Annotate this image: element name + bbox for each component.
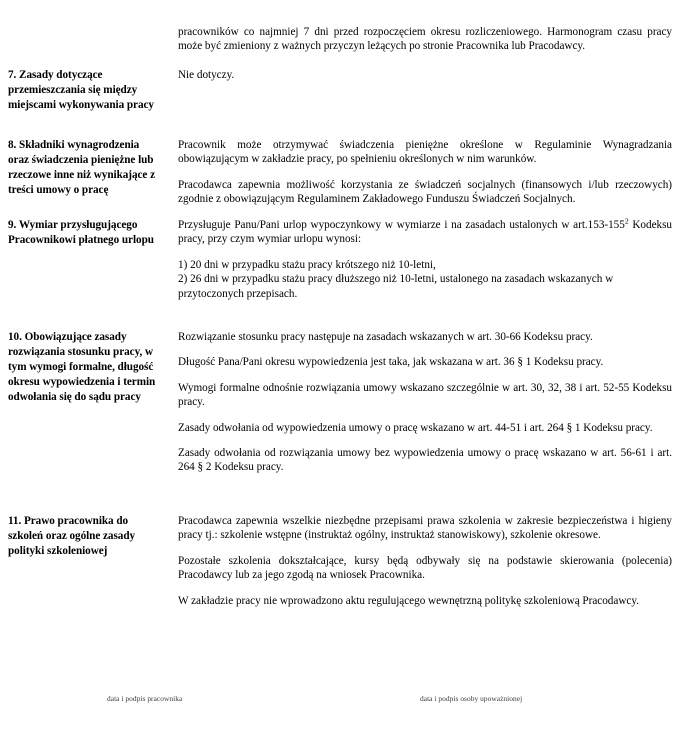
section-body-10: [178, 330, 672, 475]
paragraph-text: Wymogi formalne odnośnie rozwiązania umowy wskazano szczególnie w art. 30, 32, 38 i art. 52-55 Kodeksu pracy.: [178, 381, 672, 409]
top-continuation-paragraph: [178, 25, 672, 54]
leave-entitlement-list: [178, 258, 672, 301]
paragraph-text: Zasady odwołania od wypowiedzenia umowy o pracę wskazano w art. 44-51 i art. 264 § 1 Kodeksu pracy.: [178, 421, 653, 434]
signature-caption-employee: data i podpis pracownika: [107, 694, 183, 703]
section-heading-11: [8, 514, 170, 559]
section-body-11: [178, 514, 672, 608]
paragraph-text: Pozostałe szkolenia dokształcające, kursy będą odbywały się na podstawie skierowania (polecenia) Pracodawcy lub za jego zgodą na wniosek Pracownika.: [178, 554, 672, 582]
section-heading-10: [8, 330, 170, 405]
heading-line: 8. Składniki wynagrodzenia: [8, 139, 140, 151]
section-body-9: [178, 218, 672, 312]
paragraph-text: Pracownik może otrzymywać świadczenia pieniężne określone w Regulaminie Wynagradzania obowiązującym w zakładzie pracy, po spełnieniu określonych w nim warunków.: [178, 139, 672, 166]
heading-line: treści umowy o pracę: [8, 184, 109, 197]
heading-line: Pracownikowi płatnego urlopu: [8, 234, 154, 247]
section-body-8: [178, 138, 672, 207]
section-body-7: [178, 68, 672, 82]
heading-line: 10. Obowiązujące zasady: [8, 331, 127, 343]
article-superscript: 2: [624, 216, 629, 226]
heading-line: 9. Wymiar przysługującego: [8, 219, 138, 231]
list-item: 1) 20 dni w przypadku stażu pracy krótszego niż 10-letni,: [178, 258, 436, 271]
paragraph-text: [178, 218, 672, 247]
paragraph-text: Pracodawca zapewnia możliwość korzystania ze świadczeń socjalnych (finansowych i/lub rzeczowych) zgodnie z obowiązującym Regulaminem Zakładowego Funduszu Świadczeń Socjalnych.: [178, 178, 672, 206]
heading-line: miejscami wykonywania pracy: [8, 99, 154, 112]
section-heading-8: [8, 138, 170, 198]
paragraph-text: W zakładzie pracy nie wprowadzono aktu regulującego wewnętrzną politykę szkoleniową Pracodawcy.: [178, 594, 639, 607]
heading-line: szkoleń oraz ogólne zasady: [8, 530, 136, 543]
heading-line: przemieszczania się między: [8, 84, 138, 97]
list-item: 2) 26 dni w przypadku stażu pracy dłuższego niż 10-letni, ustalonego na zasadach wskazanych w przytoczonych przepisach.: [178, 273, 614, 300]
paragraph-text: pracowników co najmniej 7 dni przed rozpoczęciem okresu rozliczeniowego. Harmonogram czasu pracy może być zmieniony z ważnych przyczyn leżących po stronie Pracownika lub Pracodawcy.: [178, 26, 672, 53]
heading-line: tym wymogi formalne, długość: [8, 361, 154, 374]
intro-prefix: Przysługuje Panu/Pani urlop wypoczynkowy w wymiarze i na zasadach ustalonych w art.153-155: [178, 219, 625, 231]
paragraph-text: Nie dotyczy.: [178, 69, 235, 81]
heading-line: 11. Prawo pracownika do: [8, 515, 129, 527]
heading-line: rzeczowe inne niż wynikające z: [8, 169, 156, 182]
paragraph-text: Długość Pana/Pani okresu wypowiedzenia jest taka, jak wskazana w art. 36 § 1 Kodeksu pracy.: [178, 356, 604, 369]
heading-line: okresu wypowiedzenia i termin: [8, 376, 156, 389]
heading-line: 7. Zasady dotyczące: [8, 69, 103, 81]
paragraph-text: Rozwiązanie stosunku pracy następuje na zasadach wskazanych w art. 30-66 Kodeksu pracy.: [178, 331, 593, 343]
heading-line: odwołania się do sądu pracy: [8, 391, 141, 404]
section-heading-7: [8, 68, 170, 113]
section-heading-9: [8, 218, 170, 248]
paragraph-text: Pracodawca zapewnia wszelkie niezbędne przepisami prawa szkolenia w zakresie bezpieczeństwa i higieny pracy tj.: szkolenie wstępne (instruktaż ogólny, instruktaż stanowiskowy), szkolenie okresowe.: [178, 515, 672, 542]
intro-suffix: Kodeksu pracy, przy czym wymiar urlopu wynosi:: [178, 219, 672, 246]
signature-caption-authorized-person: data i podpis osoby upoważnionej: [420, 694, 523, 703]
paragraph-text: Zasady odwołania od rozwiązania umowy bez wypowiedzenia umowy o pracę wskazano w art. 56-61 i art. 264 § 2 Kodeksu pracy.: [178, 447, 672, 474]
heading-line: polityki szkoleniowej: [8, 545, 108, 558]
heading-line: rozwiązania stosunku pracy, w: [8, 346, 154, 359]
heading-line: oraz świadczenia pieniężne lub: [8, 154, 154, 167]
